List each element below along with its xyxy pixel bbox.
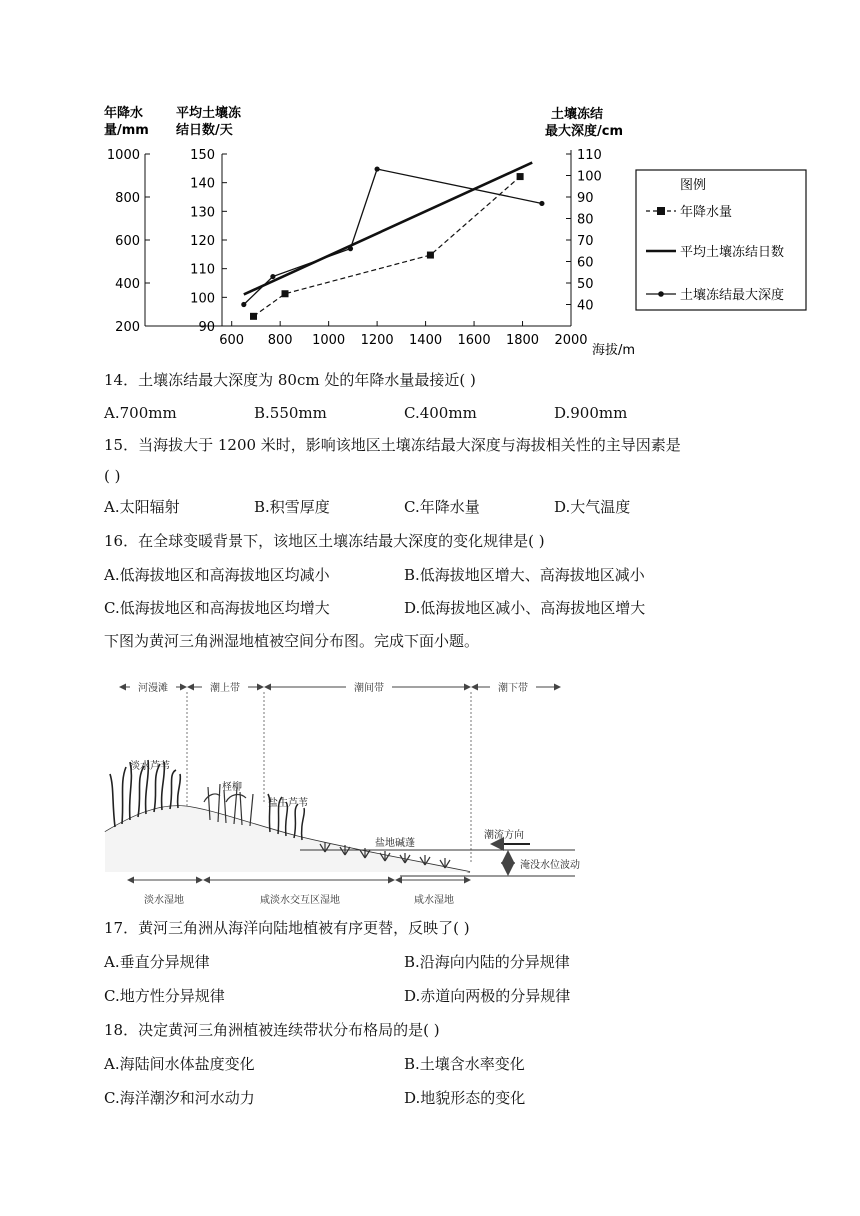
series-2-point [375, 166, 380, 171]
series-2-point [241, 302, 246, 307]
label-tide-direction: 潮流方向 [484, 830, 524, 841]
right-axis-tick-label: 80 [577, 212, 594, 228]
left-axis2-tick-label: 100 [190, 291, 215, 307]
question-16-option-b[interactable]: B.低海拔地区增大、高海拔地区减小 [404, 566, 645, 584]
wetland-diagram [100, 662, 600, 912]
right-axis-tick-label: 90 [577, 191, 594, 206]
zone-intertidal: 潮间带 [354, 683, 384, 694]
question-14-option-d[interactable]: D.900mm [554, 404, 628, 422]
left-axis2-unit: 结日数/天 [176, 123, 233, 138]
altitude-chart [0, 0, 860, 360]
label-freshwater-reed: 淡水芦苇 [130, 761, 170, 772]
x-tick-label: 2000 [554, 333, 588, 348]
question-18-option-c[interactable]: C.海洋潮汐和河水动力 [104, 1089, 255, 1107]
left-axis2-tick-label: 90 [198, 320, 215, 335]
left-axis1-tick-label: 1000 [106, 148, 140, 163]
right-axis-unit: 最大深度/cm [545, 124, 624, 139]
question-16-option-a[interactable]: A.低海拔地区和高海拔地区均减小 [104, 566, 330, 584]
question-15-option-b[interactable]: B.积雪厚度 [254, 498, 330, 516]
label-tamarisk: 柽柳 [222, 782, 242, 793]
x-tick-label: 800 [267, 333, 293, 348]
legend-label-2: 土壤冻结最大深度 [680, 288, 785, 303]
series-line-1 [244, 163, 532, 295]
question-17-option-a[interactable]: A.垂直分异规律 [104, 953, 210, 971]
zone-saltwater-wetland: 咸水湿地 [414, 895, 454, 906]
legend-label-1: 平均土壤冻结日数 [680, 245, 785, 260]
chart-axes [104, 105, 635, 358]
question-18-option-d[interactable]: D.地貌形态的变化 [404, 1089, 526, 1107]
right-axis-tick-label: 110 [577, 148, 602, 163]
series-2-point [348, 246, 353, 251]
legend-marker-2 [658, 291, 664, 297]
question-18-option-b[interactable]: B.土壤含水率变化 [404, 1055, 525, 1073]
zone-subtidal: 潮下带 [498, 683, 528, 694]
question-14-option-c[interactable]: C.400mm [404, 404, 477, 422]
left-axis1-title: 年降水 [104, 106, 144, 121]
question-15-option-a[interactable]: A.太阳辐射 [104, 498, 180, 516]
right-axis-tick-label: 100 [577, 169, 602, 185]
x-tick-label: 1200 [360, 333, 394, 348]
left-axis1-tick-label: 200 [115, 320, 140, 335]
left-axis1-tick-label: 400 [115, 277, 140, 292]
x-tick-label: 600 [219, 333, 245, 348]
section-intro: 下图为黄河三角洲湿地植被空间分布图。完成下面小题。 [104, 632, 480, 650]
series-0-point [282, 290, 289, 297]
series-0-point [517, 173, 524, 180]
legend-label-0: 年降水量 [680, 205, 733, 220]
question-18-option-a[interactable]: A.海陆间水体盐度变化 [104, 1055, 255, 1073]
zone-freshwater-wetland: 淡水湿地 [144, 895, 184, 906]
chart-legend [636, 170, 806, 310]
x-tick-label: 1000 [312, 333, 346, 348]
legend-marker-0 [657, 207, 665, 215]
question-15-stem: 15．当海拔大于 1200 米时，影响该地区土壤冻结最大深度与海拔相关性的主导因素是 [104, 436, 681, 454]
left-axis2-tick-label: 120 [190, 234, 215, 249]
question-17-option-c[interactable]: C.地方性分异规律 [104, 987, 225, 1005]
zone-floodplain: 河漫滩 [138, 683, 168, 694]
x-tick-label: 1800 [505, 333, 540, 348]
left-axis2-tick-label: 130 [190, 205, 215, 221]
question-14-option-a[interactable]: A.700mm [104, 404, 177, 422]
label-salt-reed: 盐生芦苇 [268, 798, 308, 809]
series-0-point [250, 313, 257, 320]
x-tick-label: 1600 [457, 333, 491, 348]
question-15-option-d[interactable]: D.大气温度 [554, 498, 631, 516]
legend-title: 图例 [680, 178, 707, 193]
series-line-2 [244, 169, 542, 304]
right-axis-title: 土壤冻结 [551, 107, 604, 122]
series-0-point [427, 252, 434, 259]
left-axis2-tick-label: 140 [190, 176, 215, 192]
left-axis1-tick-label: 800 [115, 191, 140, 206]
left-axis2-tick-label: 110 [190, 262, 215, 278]
right-axis-tick-label: 40 [577, 298, 594, 314]
question-17-option-d[interactable]: D.赤道向两极的分异规律 [404, 987, 571, 1005]
question-15-option-c[interactable]: C.年降水量 [404, 498, 480, 516]
question-18-stem: 18．决定黄河三角洲植被连续带状分布格局的是( ) [104, 1021, 440, 1039]
question-14-option-b[interactable]: B.550mm [254, 404, 327, 422]
right-axis-tick-label: 60 [577, 255, 594, 271]
zone-brackish-wetland: 咸淡水交互区湿地 [260, 895, 340, 906]
label-water-level: 淹没水位波动 [520, 860, 580, 871]
series-line-0 [254, 177, 521, 317]
right-axis-tick-label: 50 [577, 277, 594, 292]
question-16-option-d[interactable]: D.低海拔地区减小、高海拔地区增大 [404, 599, 646, 617]
question-17-option-b[interactable]: B.沿海向内陆的分异规律 [404, 953, 570, 971]
series-2-point [539, 201, 544, 206]
x-axis-title: 海拔/m [592, 343, 636, 358]
left-axis2-title: 平均土壤冻 [176, 106, 242, 121]
question-17-stem: 17．黄河三角洲从海洋向陆地植被有序更替，反映了( ) [104, 919, 470, 937]
ground-fill [105, 806, 470, 872]
left-axis1-tick-label: 600 [115, 234, 140, 249]
chart-series [241, 163, 544, 320]
left-axis1-unit: 量/mm [104, 123, 149, 138]
left-axis2-tick-label: 150 [190, 148, 215, 163]
question-14-stem: 14．土壤冻结最大深度为 80cm 处的年降水量最接近( ) [104, 371, 476, 389]
question-16-option-c[interactable]: C.低海拔地区和高海拔地区均增大 [104, 599, 330, 617]
zone-supratidal: 潮上带 [210, 683, 240, 694]
right-axis-tick-label: 70 [577, 234, 594, 249]
question-15-stem-cont: ( ) [104, 467, 121, 485]
label-seepweed: 盐地碱蓬 [375, 838, 415, 849]
series-2-point [270, 274, 275, 279]
x-tick-label: 1400 [409, 333, 443, 348]
question-16-stem: 16．在全球变暖背景下，该地区土壤冻结最大深度的变化规律是( ) [104, 532, 545, 550]
